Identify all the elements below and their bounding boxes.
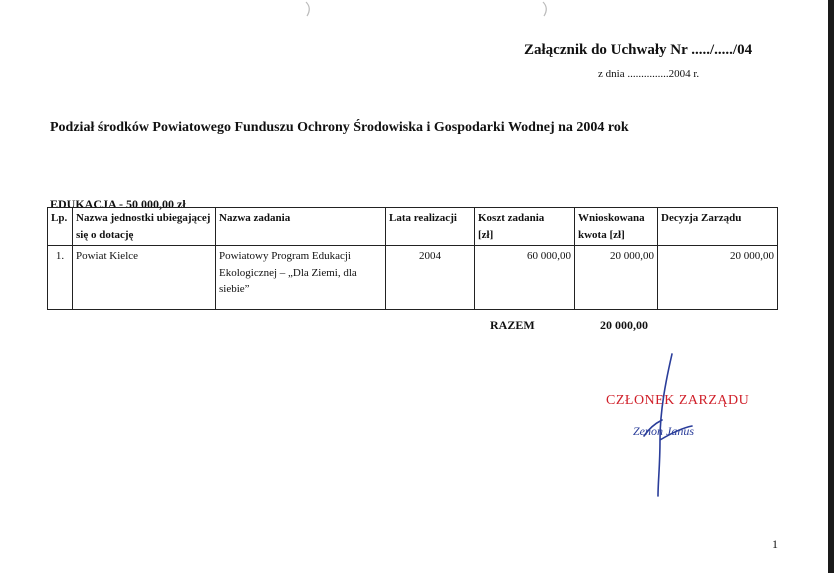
- cell-requested: 20 000,00: [575, 246, 658, 310]
- header-cost-line1: Koszt zadania: [478, 212, 545, 224]
- section-heading: EDUKACJA - 50 000,00 zł: [50, 197, 186, 211]
- cell-decision: 20 000,00: [658, 246, 778, 310]
- header-requested-line1: Wnioskowana: [578, 212, 645, 224]
- signature-stamp-role: CZŁONEK ZARZĄDU: [606, 393, 750, 408]
- cell-lp: 1.: [48, 246, 73, 310]
- header-task: Nazwa zadania: [216, 208, 386, 246]
- header-decision: Decyzja Zarządu: [658, 208, 778, 246]
- table-row: [48, 246, 778, 310]
- attachment-title: Załącznik do Uchwały Nr ...../...../04: [524, 42, 753, 58]
- signature-stamp-name: Zenon Janus: [633, 424, 694, 438]
- cell-task: Powiatowy Program Edukacji Ekologicznej – „Dla Ziemi, dla siebie”: [216, 246, 386, 310]
- header-requested-line2: kwota [zł]: [578, 228, 625, 241]
- header-years: Lata realizacji: [386, 208, 475, 246]
- header-cost-line2: [zł]: [478, 228, 494, 241]
- page-number: 1: [772, 537, 778, 551]
- header-requested: [575, 208, 658, 246]
- scan-marks: [0, 0, 834, 30]
- allocation-table: [47, 207, 778, 310]
- attachment-date: z dnia ...............2004 r.: [598, 68, 700, 80]
- header-unit: Nazwa jednostki ubiegającej się o dotację: [73, 208, 216, 246]
- total-label: RAZEM: [490, 318, 535, 332]
- header-cost: [475, 208, 575, 246]
- scan-edge: [828, 0, 834, 573]
- table-header-row: [48, 208, 778, 246]
- total-value: 20 000,00: [600, 318, 648, 332]
- document-title: Podział środków Powiatowego Funduszu Ochrony Środowiska i Gospodarki Wodnej na 2004 rok: [50, 120, 629, 135]
- handwritten-signature: [630, 350, 700, 500]
- header-lp: Lp.: [48, 208, 73, 246]
- cell-cost: 60 000,00: [475, 246, 575, 310]
- cell-unit: Powiat Kielce: [73, 246, 216, 310]
- cell-years: 2004: [386, 246, 475, 310]
